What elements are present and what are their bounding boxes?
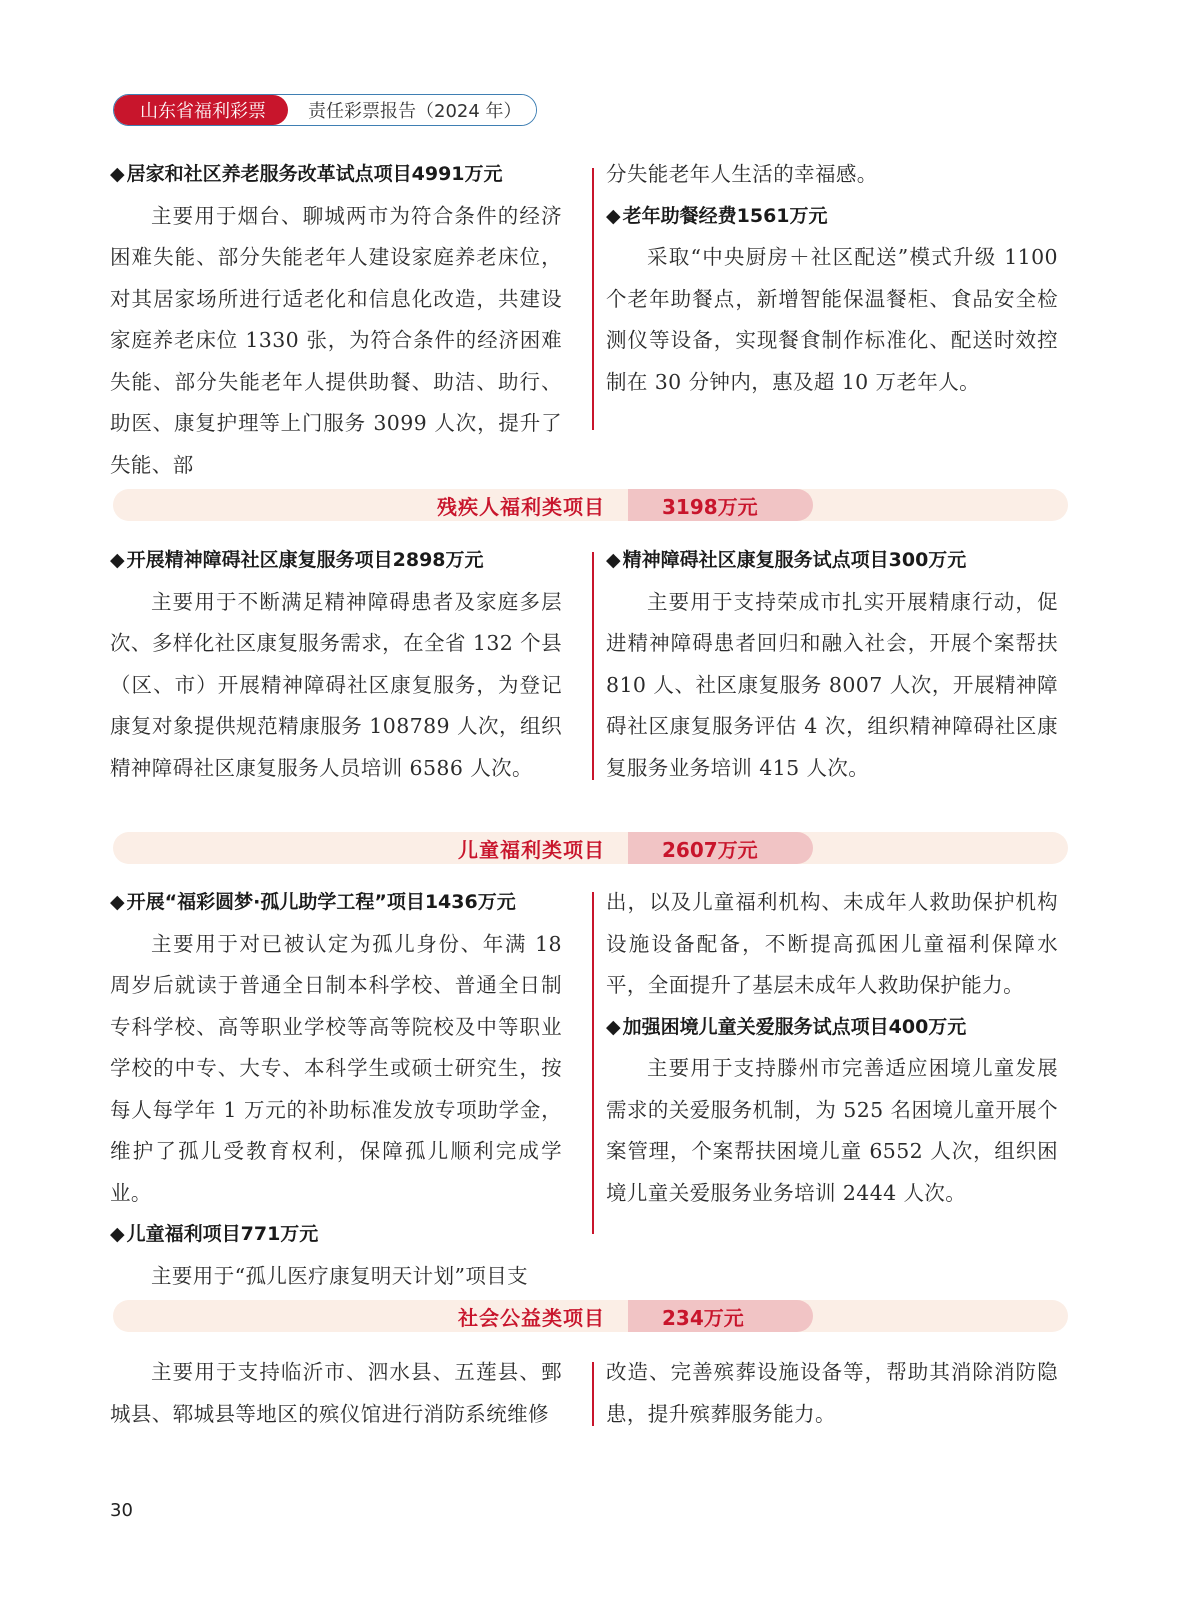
section3-right-column [606,882,1058,1214]
band-amount: 2607万元 [628,832,813,864]
diamond-bullet-icon: ◆ [606,1015,621,1038]
section3-left-paragraph-1: 主要用于对已被认定为孤儿身份、年满 18 周岁后就读于普通全日制本科学校、普通全日制专科学校、高等职业学校等高等院校及中等职业学校的中专、大专、本科学生或硕士研究生，按每人每学年 1 万元的补助标准发放专项助学金，维护了孤儿受教育权利，保障孤儿顺利完成学业。 [110,931,562,1205]
page-number: 30 [110,1500,133,1521]
diamond-bullet-icon: ◆ [110,1223,125,1245]
brand-label: 山东省福利彩票 [114,95,288,125]
section3-right-paragraph: 主要用于支持滕州市完善适应困境儿童发展需求的关爱服务机制，为 525 名困境儿童开展个案管理，个案帮扶困境儿童 6552 人次，组织困境儿童关爱服务业务培训 2444 人次。 [606,1056,1058,1205]
band-amount: 234万元 [628,1300,813,1332]
section1-right-paragraph: 采取“中央厨房＋社区配送”模式升级 1100 个老年助餐点，新增智能保温餐柜、食品安全检测仪等设备，实现餐食制作标准化、配送时效控制在 30 分钟内，惠及超 10 万老年人。 [606,245,1058,394]
section3-left-paragraph-2: 主要用于“孤儿医疗康复明天计划”项目支 [151,1263,529,1288]
section2-right-heading: ◆ 精神障碍社区康复服务试点项目300万元 [606,549,967,571]
category-band-public-welfare [113,1300,1068,1332]
diamond-bullet-icon: ◆ [110,549,125,571]
column-divider [592,1362,594,1426]
section1-right-column [606,154,1058,403]
diamond-bullet-icon: ◆ [606,549,621,571]
section3-left-column [110,882,562,1297]
section1-left-column [110,154,562,486]
section2-left-column [110,540,562,789]
section2-left-paragraph: 主要用于不断满足精神障碍患者及家庭多层次、多样化社区康复服务需求，在全省 132 个县（区、市）开展精神障碍社区康复服务，为登记康复对象提供规范精康服务 108789 人次，组织精神障碍社区康复服务人员培训 6586 人次。 [110,589,562,780]
band-title: 社会公益类项目 [458,1305,605,1330]
section2-left-heading: ◆ 开展精神障碍社区康复服务项目2898万元 [110,549,484,571]
section4-left-paragraph: 主要用于支持临沂市、泗水县、五莲县、鄄城县、郓城县等地区的殡仪馆进行消防系统维修 [110,1360,562,1426]
column-divider [592,892,594,1234]
report-header [113,94,537,126]
section1-left-paragraph: 主要用于烟台、聊城两市为符合条件的经济困难失能、部分失能老年人建设家庭养老床位，对其居家场所进行适老化和信息化改造，共建设家庭养老床位 1330 张，为符合条件的经济困难失能、部分失能老年人提供助餐、助洁、助行、助医、康复护理等上门服务 3099 人次，提升了失能、部 [110,203,562,477]
section2-right-paragraph: 主要用于支持荣成市扎实开展精康行动，促进精神障碍患者回归和融入社会，开展个案帮扶 810 人、社区康复服务 8007 人次，开展精神障碍社区康复服务评估 4 次，组织精神障碍社区康复服务业务培训 415 人次。 [606,589,1058,780]
diamond-bullet-icon: ◆ [110,891,125,913]
section4-right-column [606,1352,1058,1435]
diamond-bullet-icon: ◆ [110,163,125,185]
category-band-disabled [113,489,1068,521]
diamond-bullet-icon: ◆ [606,204,621,227]
section3-right-continuation: 出，以及儿童福利机构、未成年人救助保护机构设施设备配备，不断提高孤困儿童福利保障水平，全面提升了基层未成年人救助保护能力。 [606,890,1058,997]
column-divider [592,168,594,430]
section4-right-continuation: 改造、完善殡葬设施设备等，帮助其消除消防隐患，提升殡葬服务能力。 [606,1360,1058,1426]
category-band-children [113,832,1068,864]
band-title: 残疾人福利类项目 [437,494,605,519]
section3-right-heading: ◆ 加强困境儿童关爱服务试点项目400万元 [606,1015,967,1038]
report-title: 责任彩票报告（2024 年） [288,95,536,125]
section3-left-heading-1: ◆ 开展“福彩圆梦·孤儿助学工程”项目1436万元 [110,891,516,913]
section3-left-heading-2: ◆ 儿童福利项目771万元 [110,1223,319,1245]
section2-right-column [606,540,1058,789]
band-title: 儿童福利类项目 [458,837,605,862]
section4-left-column [110,1352,562,1435]
band-amount: 3198万元 [628,489,813,521]
section1-left-heading: ◆ 居家和社区养老服务改革试点项目4991万元 [110,163,503,185]
section1-right-heading: ◆ 老年助餐经费1561万元 [606,204,828,227]
section1-right-continuation: 分失能老年人生活的幸福感。 [606,162,878,186]
column-divider [592,552,594,780]
